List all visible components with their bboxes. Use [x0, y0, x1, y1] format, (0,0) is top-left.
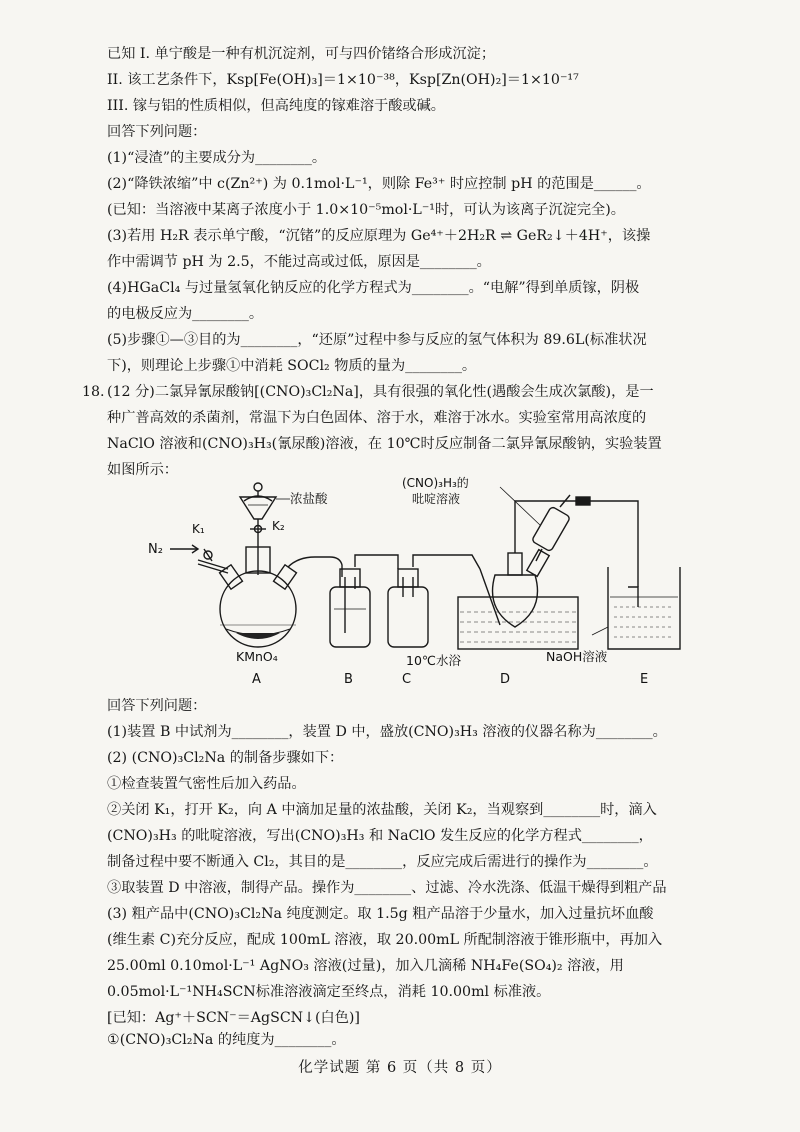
- bottle-c-neck: [398, 569, 418, 587]
- q18-part-3-line-1: (3) 粗产品中(CNO)₃Cl₂Na 纯度测定。取 1.5g 粗产品溶于少量水，加入过量抗坏血酸: [107, 906, 654, 922]
- q18-step-2-line-3: 制备过程中要不断通入 Cl₂，其目的是________，反应完成后需进行的操作为________。: [107, 854, 658, 870]
- bottle-b: [330, 587, 370, 647]
- kmno4-solid: [236, 633, 280, 639]
- tube-b-c: [355, 555, 398, 569]
- q18-step-3: ③取装置 D 中溶液，制得产品。操作为________、过滤、冷水洗涤、低温干燥得到粗产品: [107, 880, 667, 896]
- flask-a-side-neck-right: [274, 565, 297, 589]
- known-item-3: III. 镓与铝的性质相似，但高纯度的镓难溶于酸或碱。: [107, 98, 445, 114]
- q17-part-5-line-1: (5)步骤①—③目的为________，“还原”过程中参与反应的氢气体积为 89.6L(标准状况: [107, 332, 647, 348]
- q18-part-3-line-2: (维生素 C)充分反应，配成 100mL 溶液，取 20.00mL 所配制溶液于锥形瓶中，再加入: [107, 932, 663, 948]
- q17-part-4-line-2: 的电极反应为________。: [107, 306, 264, 322]
- bath-label: 10℃水浴: [406, 653, 461, 668]
- kmno4-label: KMnO₄: [236, 649, 278, 664]
- q18-intro-line-1: (12 分)二氯异氰尿酸钠[(CNO)₃Cl₂Na]，具有很强的氧化性(遇酸会生成次氯酸)，是一: [107, 384, 654, 400]
- q18-part-3-line-4: 0.05mol·L⁻¹NH₄SCN标准溶液滴定至终点，消耗 10.00ml 标准液。: [107, 984, 551, 1000]
- reagent-label-2: 吡啶溶液: [412, 492, 461, 506]
- label-b: B: [344, 672, 353, 687]
- apparatus-diagram: [140, 457, 730, 695]
- q18-part-1: (1)装置 B 中试剂为________，装置 D 中，盛放(CNO)₃H₃ 溶液的仪器名称为________。: [107, 724, 667, 740]
- flask-d-side-neck: [527, 550, 549, 577]
- q18-part-3-subquestion-1: ①(CNO)₃Cl₂Na 的纯度为________。: [107, 1032, 346, 1048]
- q18-intro-line-2: 种广普高效的杀菌剂，常温下为白色固体、溶于水，难溶于冰水。实验室常用高浓度的: [107, 410, 647, 426]
- reagent-label: (CNO)₃H₃的: [402, 476, 469, 490]
- k2-label: K₂: [272, 519, 285, 533]
- q17-part-5-line-2: 下)，则理论上步骤①中消耗 SOCl₂ 物质的量为________。: [107, 358, 477, 374]
- bottle-b-neck: [340, 569, 360, 587]
- dropping-funnel: [531, 506, 570, 552]
- q18-step-2-line-2: (CNO)₃H₃ 的吡啶溶液，写出(CNO)₃H₃ 和 NaClO 发生反应的化学方程式________，: [107, 828, 653, 844]
- k1-label: K₁: [192, 522, 205, 536]
- q18-known-reaction: [已知：Ag⁺＋SCN⁻＝AgSCN↓(白色)]: [107, 1010, 360, 1026]
- flask-a-side-neck-left: [220, 565, 243, 589]
- label-c: C: [402, 672, 412, 687]
- reagent-pointer: [500, 487, 540, 525]
- hcl-label: 浓盐酸: [290, 491, 328, 506]
- q18-step-2-line-1: ②关闭 K₁，打开 K₂，向 A 中滴加足量的浓盐酸，关闭 K₂，当观察到________时，滴入: [107, 802, 657, 818]
- naoh-pointer: [592, 627, 608, 635]
- naoh-solution-fill: [614, 607, 674, 637]
- bottle-c: [388, 587, 428, 647]
- known-item-2: II. 该工艺条件下，Ksp[Fe(OH)₃]＝1×10⁻³⁸，Ksp[Zn(OH)₂]＝1×10⁻¹⁷: [107, 72, 579, 88]
- flask-d: [493, 575, 538, 627]
- label-d: D: [500, 672, 511, 687]
- q18-intro-line-4: 如图所示：: [107, 462, 178, 478]
- answer-prompt: 回答下列问题：: [107, 124, 207, 140]
- q17-part-2: (2)“降铁浓缩”中 c(Zn²⁺) 为 0.1mol·L⁻¹，则除 Fe³⁺ 时应控制 pH 的范围是______。: [107, 176, 651, 192]
- n2-inlet-tube-wall: [198, 564, 228, 573]
- water-bath: [458, 597, 578, 649]
- naoh-label: NaOH溶液: [546, 649, 608, 664]
- known-item-1: 已知 I. 单宁酸是一种有机沉淀剂，可与四价锗络合形成沉淀；: [107, 46, 496, 62]
- q17-part-3-line-2: 作中需调节 pH 为 2.5，不能过高或过低，原因是________。: [107, 254, 491, 270]
- page-footer: 化学试题 第 6 页（共 8 页）: [298, 1060, 502, 1076]
- funnel-stopper: [254, 483, 262, 491]
- q17-part-2-note: (已知：当溶液中某离子浓度小于 1.0×10⁻⁵mol·L⁻¹时，可认为该离子沉淀完全)。: [107, 202, 625, 218]
- q18-part-3-line-3: 25.00ml 0.10mol·L⁻¹ AgNO₃ 溶液(过量)，加入几滴稀 NH₄Fe(SO₄)₂ 溶液，用: [107, 958, 624, 974]
- tube-connector: [576, 497, 590, 505]
- label-e: E: [640, 672, 649, 687]
- q17-part-1: (1)“浸渣”的主要成分为________。: [107, 150, 327, 166]
- n2-inlet-tube: [198, 560, 228, 569]
- q18-answer-prompt: 回答下列问题：: [107, 698, 207, 714]
- tube-c-d: [413, 555, 480, 569]
- q18-step-1: ①检查装置气密性后加入药品。: [107, 776, 306, 792]
- n2-label: N₂: [148, 542, 163, 557]
- q18-part-2: (2) (CNO)₃Cl₂Na 的制备步骤如下：: [107, 750, 344, 766]
- question-number: 18.: [82, 384, 105, 400]
- q17-part-4-line-1: (4)HGaCl₄ 与过量氢氧化钠反应的化学方程式为________。“电解”得到单质镓，阴极: [107, 280, 640, 296]
- dropping-funnel-stem: [536, 549, 542, 561]
- q17-part-3-line-1: (3)若用 H₂R 表示单宁酸，“沉锗”的反应原理为 Ge⁴⁺＋2H₂R ⇌ GeR₂↓＋4H⁺，该操: [107, 228, 651, 244]
- label-a: A: [252, 672, 261, 687]
- flask-d-neck: [508, 553, 522, 575]
- q18-intro-line-3: NaClO 溶液和(CNO)₃H₃(氰尿酸)溶液，在 10℃时反应制备二氯异氰尿酸钠，实验装置: [107, 436, 662, 452]
